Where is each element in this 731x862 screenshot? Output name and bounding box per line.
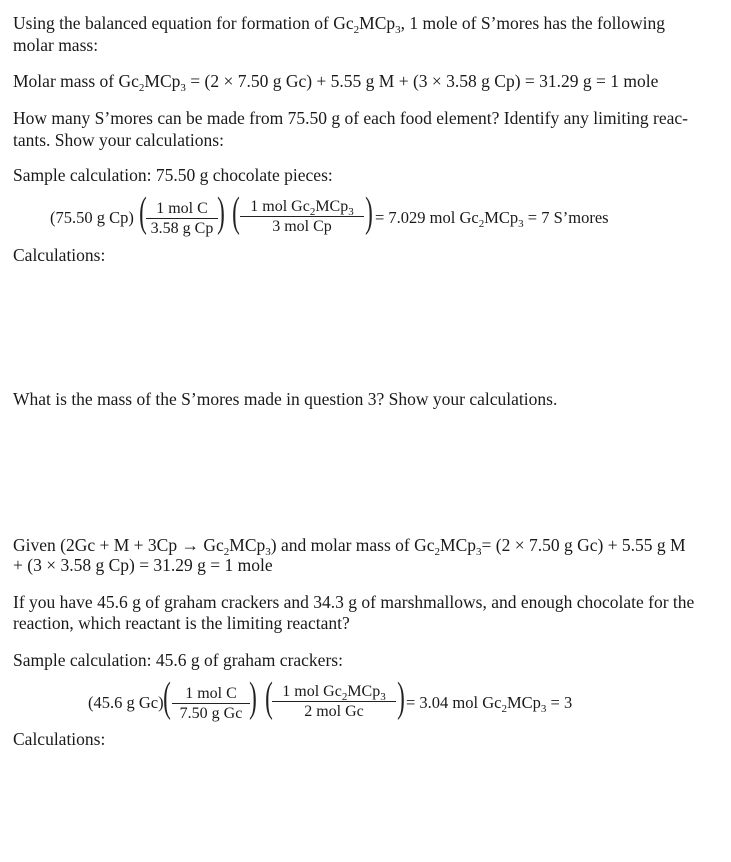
fraction-numerator (240, 197, 364, 217)
paren-open: ( (232, 190, 240, 236)
paren-close: ) (397, 675, 405, 721)
calc-1-result (375, 208, 609, 228)
subscript: 2 (341, 691, 348, 703)
result-text: = 7 S’mores (523, 208, 609, 227)
subscript: 3 (395, 24, 401, 36)
subscript: 3 (380, 691, 386, 703)
result-text: MCp (484, 208, 519, 227)
paren-close: ) (217, 190, 225, 236)
subscript: 3 (180, 82, 186, 94)
question-3-line-1: If you have 45.6 g of graham crackers and 34.3 g of marshmallows, and enough chocolate for the (13, 592, 695, 612)
result-text: = 3 (546, 693, 573, 712)
calc-1-lead: (75.50 g Cp) (50, 208, 134, 227)
fraction-numerator (272, 682, 396, 702)
calc-1-fraction-2 (240, 197, 364, 236)
intro-text: MCp (359, 13, 396, 33)
fraction-text: MCp (347, 683, 381, 700)
paren-open: ( (265, 675, 273, 721)
subscript: 2 (223, 546, 230, 558)
fraction-numerator: 1 mol C (146, 199, 218, 219)
molar-mass-line (13, 70, 658, 92)
paren-open: ( (139, 190, 147, 236)
intro-text: , 1 mole of S’mores has the following (400, 13, 666, 33)
given-text: ) and molar mass of Gc (270, 535, 435, 555)
question-2: What is the mass of the S’mores made in question 3? Show your calculations. (13, 389, 558, 409)
result-text: = 7.029 mol Gc (375, 208, 479, 227)
sample-calc-2-label: Sample calculation: 45.6 g of graham crackers: (13, 650, 343, 670)
subscript: 2 (309, 206, 316, 218)
calc-2-result (406, 693, 572, 713)
question-3-line-2: reaction, which reactant is the limiting reactant? (13, 613, 350, 633)
subscript: 3 (518, 218, 524, 230)
given-text: MCp (440, 535, 477, 555)
molar-text: = (2 × 7.50 g Gc) + 5.55 g M + (3 × 3.58 g Cp) = 31.29 g = 1 mole (185, 71, 659, 91)
calculations-label-2: Calculations: (13, 729, 106, 749)
fraction-text: MCp (315, 198, 349, 215)
given-line-2: + (3 × 3.58 g Cp) = 31.29 g = 1 mole (13, 555, 273, 575)
result-text: = 3.04 mol Gc (406, 693, 502, 712)
paren-close: ) (365, 190, 373, 236)
subscript: 3 (540, 703, 547, 715)
intro-text: Using the balanced equation for formation of Gc (13, 13, 354, 33)
fraction-text: 1 mol Gc (250, 198, 310, 215)
fraction-numerator: 1 mol C (172, 684, 250, 704)
subscript: 2 (478, 218, 485, 230)
intro-line-1 (13, 12, 665, 34)
given-text: = (2 × 7.50 g Gc) + 5.55 g M (481, 535, 686, 555)
subscript: 2 (434, 546, 441, 558)
given-text: Given (2Gc + M + 3Cp → Gc (13, 535, 224, 555)
result-text: MCp (506, 693, 541, 712)
question-1-line-2: tants. Show your calculations: (13, 130, 224, 150)
paren-close: ) (249, 675, 257, 721)
given-text: MCp (229, 535, 266, 555)
calc-2-lead: (45.6 g Gc) (88, 693, 164, 712)
calc-1-fraction-1 (146, 199, 218, 238)
subscript: 3 (348, 206, 354, 218)
calc-2-fraction-2 (272, 682, 396, 721)
fraction-denominator: 3 mol Cp (272, 218, 332, 235)
fraction-denominator: 3.58 g Cp (150, 220, 214, 237)
question-1-line-1: How many S’mores can be made from 75.50 g of each food element? Identify any limiting reac- (13, 108, 688, 128)
subscript: 3 (476, 546, 482, 558)
given-line-1 (13, 534, 686, 556)
intro-line-2: molar mass: (13, 35, 99, 55)
fraction-denominator: 2 mol Gc (304, 703, 364, 720)
fraction-denominator: 7.50 g Gc (179, 705, 243, 722)
sample-calc-1-label: Sample calculation: 75.50 g chocolate pieces: (13, 165, 333, 185)
molar-text: Molar mass of Gc (13, 71, 139, 91)
subscript: 2 (353, 24, 360, 36)
subscript: 2 (501, 703, 507, 715)
calc-2-fraction-1 (172, 684, 250, 723)
subscript: 3 (265, 546, 271, 558)
paren-open: ( (163, 675, 171, 721)
calculations-label-1: Calculations: (13, 245, 106, 265)
molar-text: MCp (144, 71, 181, 91)
subscript: 2 (138, 82, 145, 94)
fraction-text: 1 mol Gc (282, 683, 342, 700)
